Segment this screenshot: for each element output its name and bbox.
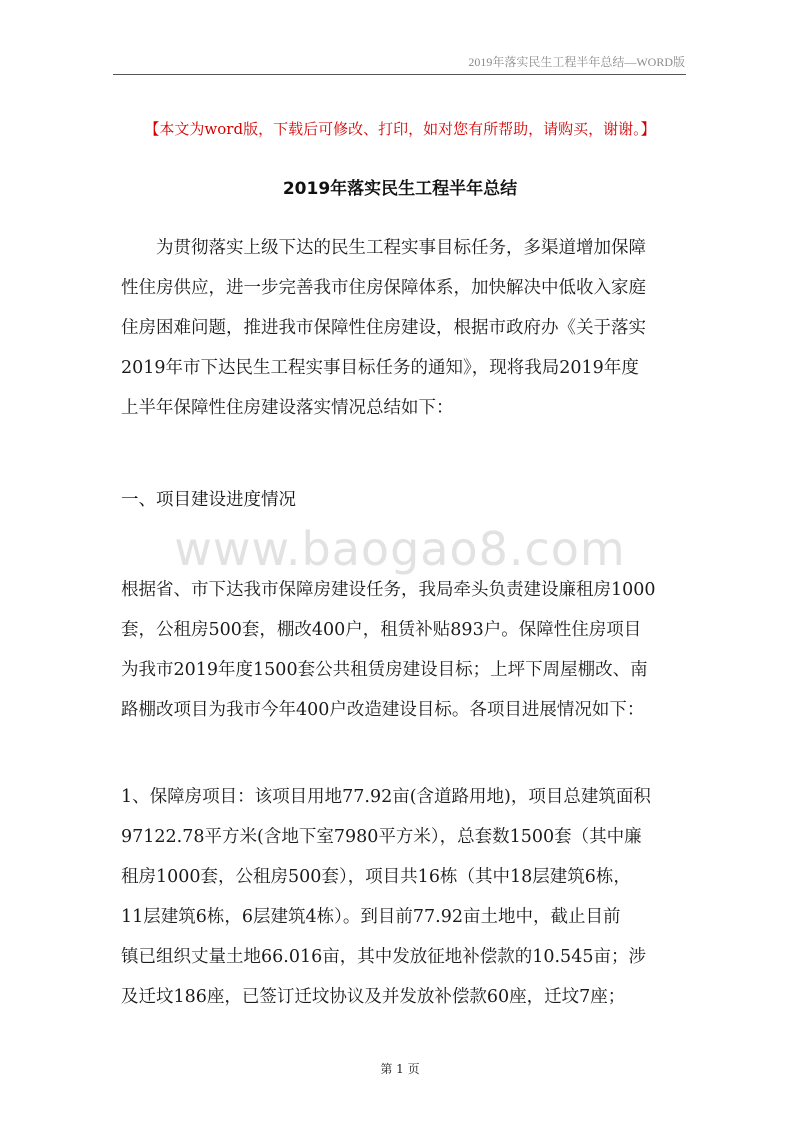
paragraph-line: 根据省、市下达我市保障房建设任务，我局牵头负责建设廉租房1000: [121, 580, 656, 600]
paragraph-line: 11层建筑6栋，6层建筑4栋）。到目前77.92亩土地中，截止目前: [121, 907, 621, 927]
paragraph-line: 97122.78平方米(含地下室7980平方米），总套数1500套（其中廉: [121, 827, 642, 847]
paragraph-line: 住房困难问题，推进我市保障性住房建设，根据市政府办《关于落实: [121, 318, 646, 338]
running-header: 2019年落实民生工程半年总结—WORD版: [468, 55, 685, 69]
paragraph-line: 为贯彻落实上级下达的民生工程实事目标任务，多渠道增加保障: [156, 238, 646, 258]
intro-paragraph: [121, 228, 681, 428]
paragraph-line: 路棚改项目为我市今年400户改造建设目标。各项目进展情况如下：: [121, 700, 645, 720]
project-paragraph: [121, 777, 681, 1017]
purchase-notice: 【本文为word版，下载后可修改、打印，如对您有所帮助，请购买，谢谢。】: [144, 120, 656, 138]
paragraph-line: 套，公租房500套，棚改400户，租赁补贴893户。保障性住房项目: [121, 620, 642, 640]
paragraph-line: 租房1000套，公租房500套），项目共16栋（其中18层建筑6栋，: [121, 867, 631, 887]
page-number: 第 1 页: [380, 1062, 420, 1076]
paragraph-line: 及迁坟186座，已签订迁坟协议及并发放补偿款60座，迁坟7座；: [121, 987, 626, 1007]
document-title: 2019年落实民生工程半年总结: [282, 179, 518, 199]
paragraph-line: 2019年市下达民生工程实事目标任务的通知》，现将我局2019年度: [121, 358, 639, 378]
watermark: www.baogao8.com: [174, 522, 626, 576]
section-heading: 一、项目建设进度情况: [121, 490, 296, 510]
header-divider: [113, 74, 686, 75]
paragraph-line: 镇已组织丈量土地66.016亩，其中发放征地补偿款的10.545亩；涉: [121, 947, 646, 967]
progress-paragraph: [121, 570, 681, 730]
paragraph-line: 上半年保障性住房建设落实情况总结如下：: [121, 398, 454, 418]
paragraph-line: 性住房供应，进一步完善我市住房保障体系，加快解决中低收入家庭: [121, 278, 646, 298]
paragraph-line: 为我市2019年度1500套公共租赁房建设目标；上坪下周屋棚改、南: [121, 660, 648, 680]
paragraph-line: 1、保障房项目：该项目用地77.92亩(含道路用地)，项目总建筑面积: [121, 787, 651, 807]
